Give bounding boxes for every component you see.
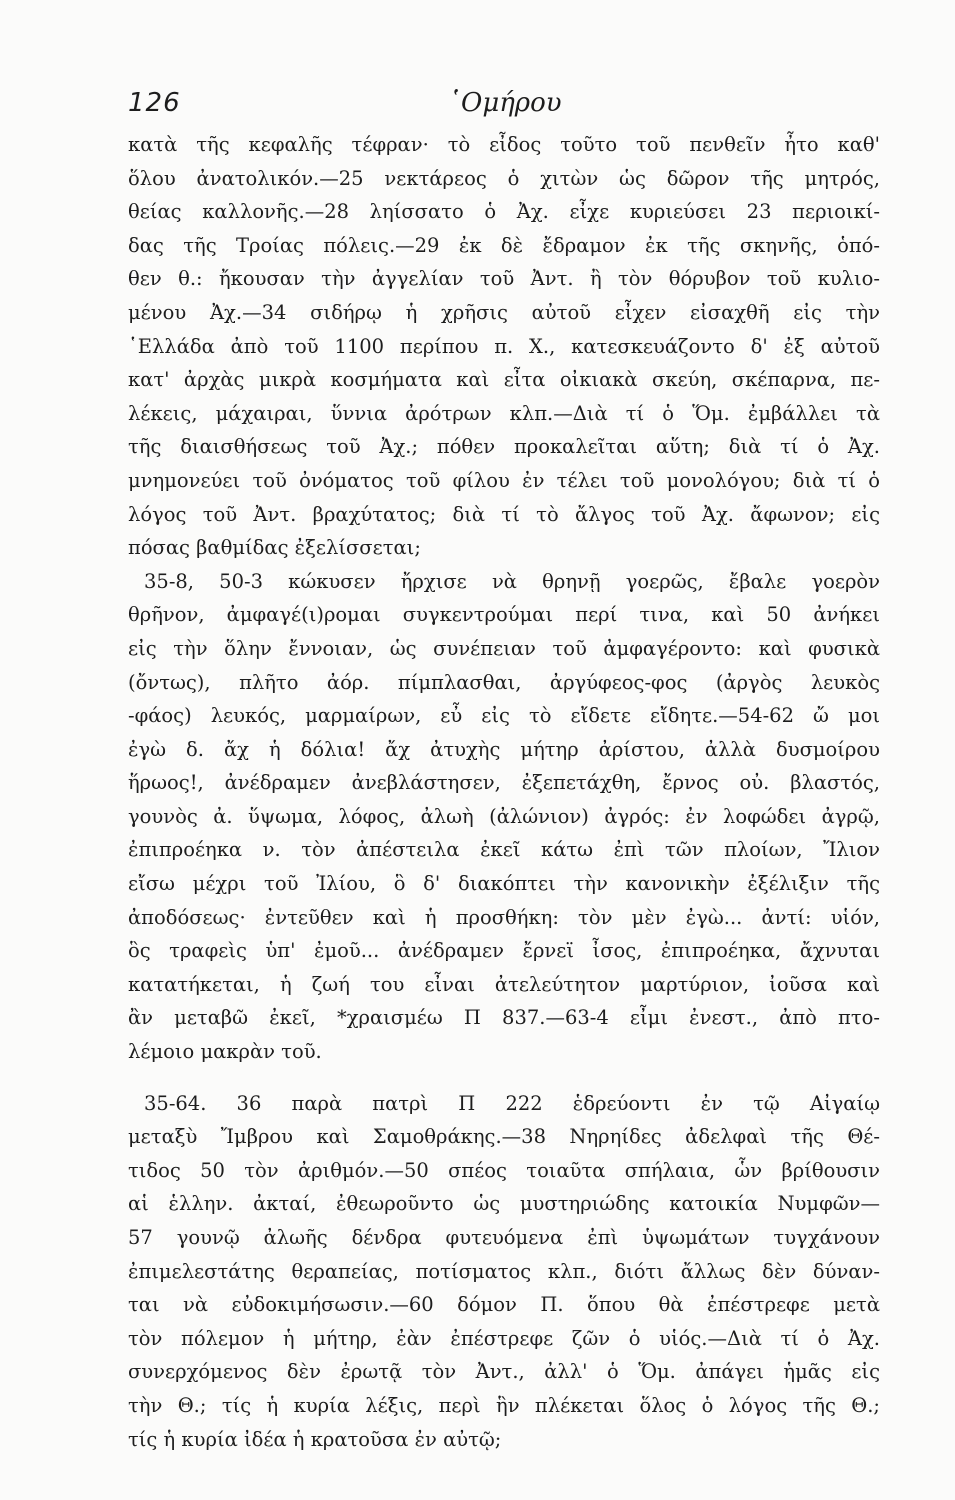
text-line: -φάος) λευκός, μαρμαίρων, εὖ εἰς τὸ εἴδετε εἴδητε.—54-62 ὤ μοι bbox=[128, 704, 880, 728]
text-line: λέμοιο μακρὰν τοῦ. bbox=[128, 1040, 322, 1064]
text-line: μνημονεύει τοῦ ὀνόματος τοῦ φίλου ἐν τέλει τοῦ μονολόγου; διὰ τί ὁ bbox=[128, 468, 880, 492]
text-line: τὴν Θ.; τίς ἡ κυρία λέξις, περὶ ἣν πλέκεται ὅλος ὁ λόγος τῆς Θ.; bbox=[128, 1393, 880, 1417]
text-line: ἥρωος!, ἀνέδραμεν ἀνεβλάστησεν, ἐξεπετάχθη, ἔρνος οὐ. βλαστός, bbox=[128, 771, 880, 795]
text-line: μεταξὺ Ἴμβρου καὶ Σαμοθράκης.—38 Νηρηίδες ἀδελφαὶ τῆς Θέ- bbox=[128, 1125, 880, 1149]
text-line: θεν θ.: ἤκουσαν τὴν ἀγγελίαν τοῦ Ἀντ. ἢ τὸν θόρυβον τοῦ κυλιο- bbox=[128, 267, 880, 291]
text-line: δας τῆς Τροίας πόλεις.—29 ἐκ δὲ ἔδραμον ἐκ τῆς σκηνῆς, ὁπό- bbox=[128, 233, 880, 257]
text-line: λέκεις, μάχαιραι, ὕννια ἀρότρων κλπ.—Διὰ τί ὁ Ὅμ. ἐμβάλλει τὰ bbox=[128, 401, 880, 425]
text-line: 57 γουνῷ ἀλωῆς δένδρα φυτευόμενα ἐπὶ ὑψωμάτων τυγχάνουν bbox=[128, 1226, 880, 1249]
text-line: εἰς τὴν ὅλην ἔννοιαν, ὡς συνέπειαν τοῦ ἀμφαγέροντο: καὶ φυσικὰ bbox=[128, 636, 880, 660]
text-line: ὅλου ἀνατολικόν.—25 νεκτάρεος ὁ χιτὼν ὡς δῶρον τῆς μητρός, bbox=[128, 166, 880, 190]
paragraph-2 bbox=[128, 565, 880, 1069]
text-line: κατὰ τῆς κεφαλῆς τέφραν· τὸ εἶδος τοῦτο τοῦ πενθεῖν ἦτο καθ' bbox=[128, 133, 880, 156]
text-line: αἱ ἑλλην. ἀκταί, ἐθεωροῦντο ὡς μυστηριώδης κατοικία Νυμφῶν— bbox=[128, 1192, 880, 1216]
paragraph-3 bbox=[128, 1087, 880, 1457]
text-line: ἐπιμελεστάτης θεραπείας, ποτίσματος κλπ., διότι ἄλλως δὲν δύναν- bbox=[128, 1259, 880, 1283]
text-line: τὸν πόλεμον ἡ μήτηρ, ἐὰν ἐπέστρεφε ζῶν ὁ υἱός.—Διὰ τί ὁ Ἀχ. bbox=[128, 1326, 880, 1350]
text-line: ὃς τραφεὶς ὑπ' ἐμοῦ... ἀνέδραμεν ἔρνεϊ ἶσος, ἐπιπροέηκα, ἄχνυται bbox=[128, 939, 880, 963]
page-number: 126 bbox=[128, 88, 181, 118]
text-line: μένου Ἀχ.—34 σιδήρῳ ἡ χρῆσις αὐτοῦ εἶχεν εἰσαχθῆ εἰς τὴν bbox=[128, 300, 880, 324]
commentary-text bbox=[128, 128, 880, 1456]
text-line: θείας καλλονῆς.—28 ληίσσατο ὁ Ἀχ. εἶχε κυριεύσει 23 περιοικί- bbox=[128, 200, 880, 224]
text-line: ἐγὼ δ. ἄχ ἡ δόλια! ἄχ ἀτυχὴς μήτηρ ἀρίστου, ἀλλὰ δυσμοίρου bbox=[128, 737, 880, 761]
text-line: ῾Ελλάδα ἀπὸ τοῦ 1100 περίπου π. Χ., κατεσκευάζοντο δ' ἐξ αὐτοῦ bbox=[128, 334, 880, 358]
text-line: 35-8, 50-3 κώκυσεν ἤρχισε νὰ θρηνῇ γοερῶς, ἔβαλε γοερὸν bbox=[144, 569, 880, 593]
text-line: εἴσω μέχρι τοῦ Ἰλίου, ὃ δ' διακόπτει τὴν κανονικὴν ἐξέλιξιν τῆς bbox=[128, 872, 880, 896]
text-line: κατατήκεται, ἡ ζωή του εἶναι ἀτελεύτητον μαρτύριον, ἰοῦσα καὶ bbox=[128, 972, 880, 996]
text-line: ἐπιπροέηκα ν. τὸν ἀπέστειλα ἐκεῖ κάτω ἐπὶ τῶν πλοίων, Ἴλιον bbox=[128, 838, 880, 862]
running-title: ῾Ομήρου bbox=[448, 88, 562, 118]
text-line: ἂν μεταβῶ ἐκεῖ, *χραισμέω Π 837.—63-4 εἶμι ἐνεστ., ἀπὸ πτο- bbox=[128, 1006, 880, 1030]
text-line: γουνὸς ἀ. ὕψωμα, λόφος, ἀλωὴ (ἀλώνιον) ἀγρός: ἐν λοφώδει ἀγρῷ, bbox=[128, 804, 880, 828]
text-line: τιδος 50 τὸν ἀριθμόν.—50 σπέος τοιαῦτα σπήλαια, ὧν βρίθουσιν bbox=[128, 1158, 880, 1182]
text-line: ται νὰ εὐδοκιμήσωσιν.—60 δόμον Π. ὅπου θὰ ἐπέστρεφε μετὰ bbox=[128, 1293, 880, 1317]
text-line: θρῆνον, ἀμφαγέ(ι)ρομαι συγκεντρούμαι περί τινα, καὶ 50 ἀνήκει bbox=[128, 603, 880, 627]
text-line: κατ' ἀρχὰς μικρὰ κοσμήματα καὶ εἶτα οἰκιακὰ σκεύη, σκέπαρνα, πε- bbox=[128, 368, 880, 392]
section-gap bbox=[128, 1069, 880, 1087]
page-header bbox=[128, 88, 888, 128]
text-line: τίς ἡ κυρία ἰδέα ἡ κρατοῦσα ἐν αὐτῷ; bbox=[128, 1427, 502, 1451]
text-line: τῆς διαισθήσεως τοῦ Ἀχ.; πόθεν προκαλεῖται αὕτη; διὰ τί ὁ Ἀχ. bbox=[128, 435, 880, 459]
text-line: πόσας βαθμίδας ἐξελίσσεται; bbox=[128, 536, 421, 560]
text-line: 35-64. 36 παρὰ πατρὶ Π 222 ἑδρεύοντι ἐν τῷ Αἰγαίῳ bbox=[144, 1091, 880, 1115]
text-line: ἀποδόσεως· ἐντεῦθεν καὶ ἡ προσθήκη: τὸν μὲν ἐγὼ... ἀντί: υἱόν, bbox=[128, 905, 880, 929]
text-line: συνερχόμενος δὲν ἐρωτᾷ τὸν Ἀντ., ἀλλ' ὁ Ὅμ. ἀπάγει ἡμᾶς εἰς bbox=[128, 1360, 880, 1384]
paragraph-1 bbox=[128, 128, 880, 565]
text-line: (ὄντως), πλῆτο ἀόρ. πίμπλασθαι, ἀργύφεος-φος (ἀργὸς λευκὸς bbox=[128, 670, 880, 694]
text-line: λόγος τοῦ Ἀντ. βραχύτατος; διὰ τί τὸ ἄλγος τοῦ Ἀχ. ἄφωνον; εἰς bbox=[128, 502, 880, 526]
